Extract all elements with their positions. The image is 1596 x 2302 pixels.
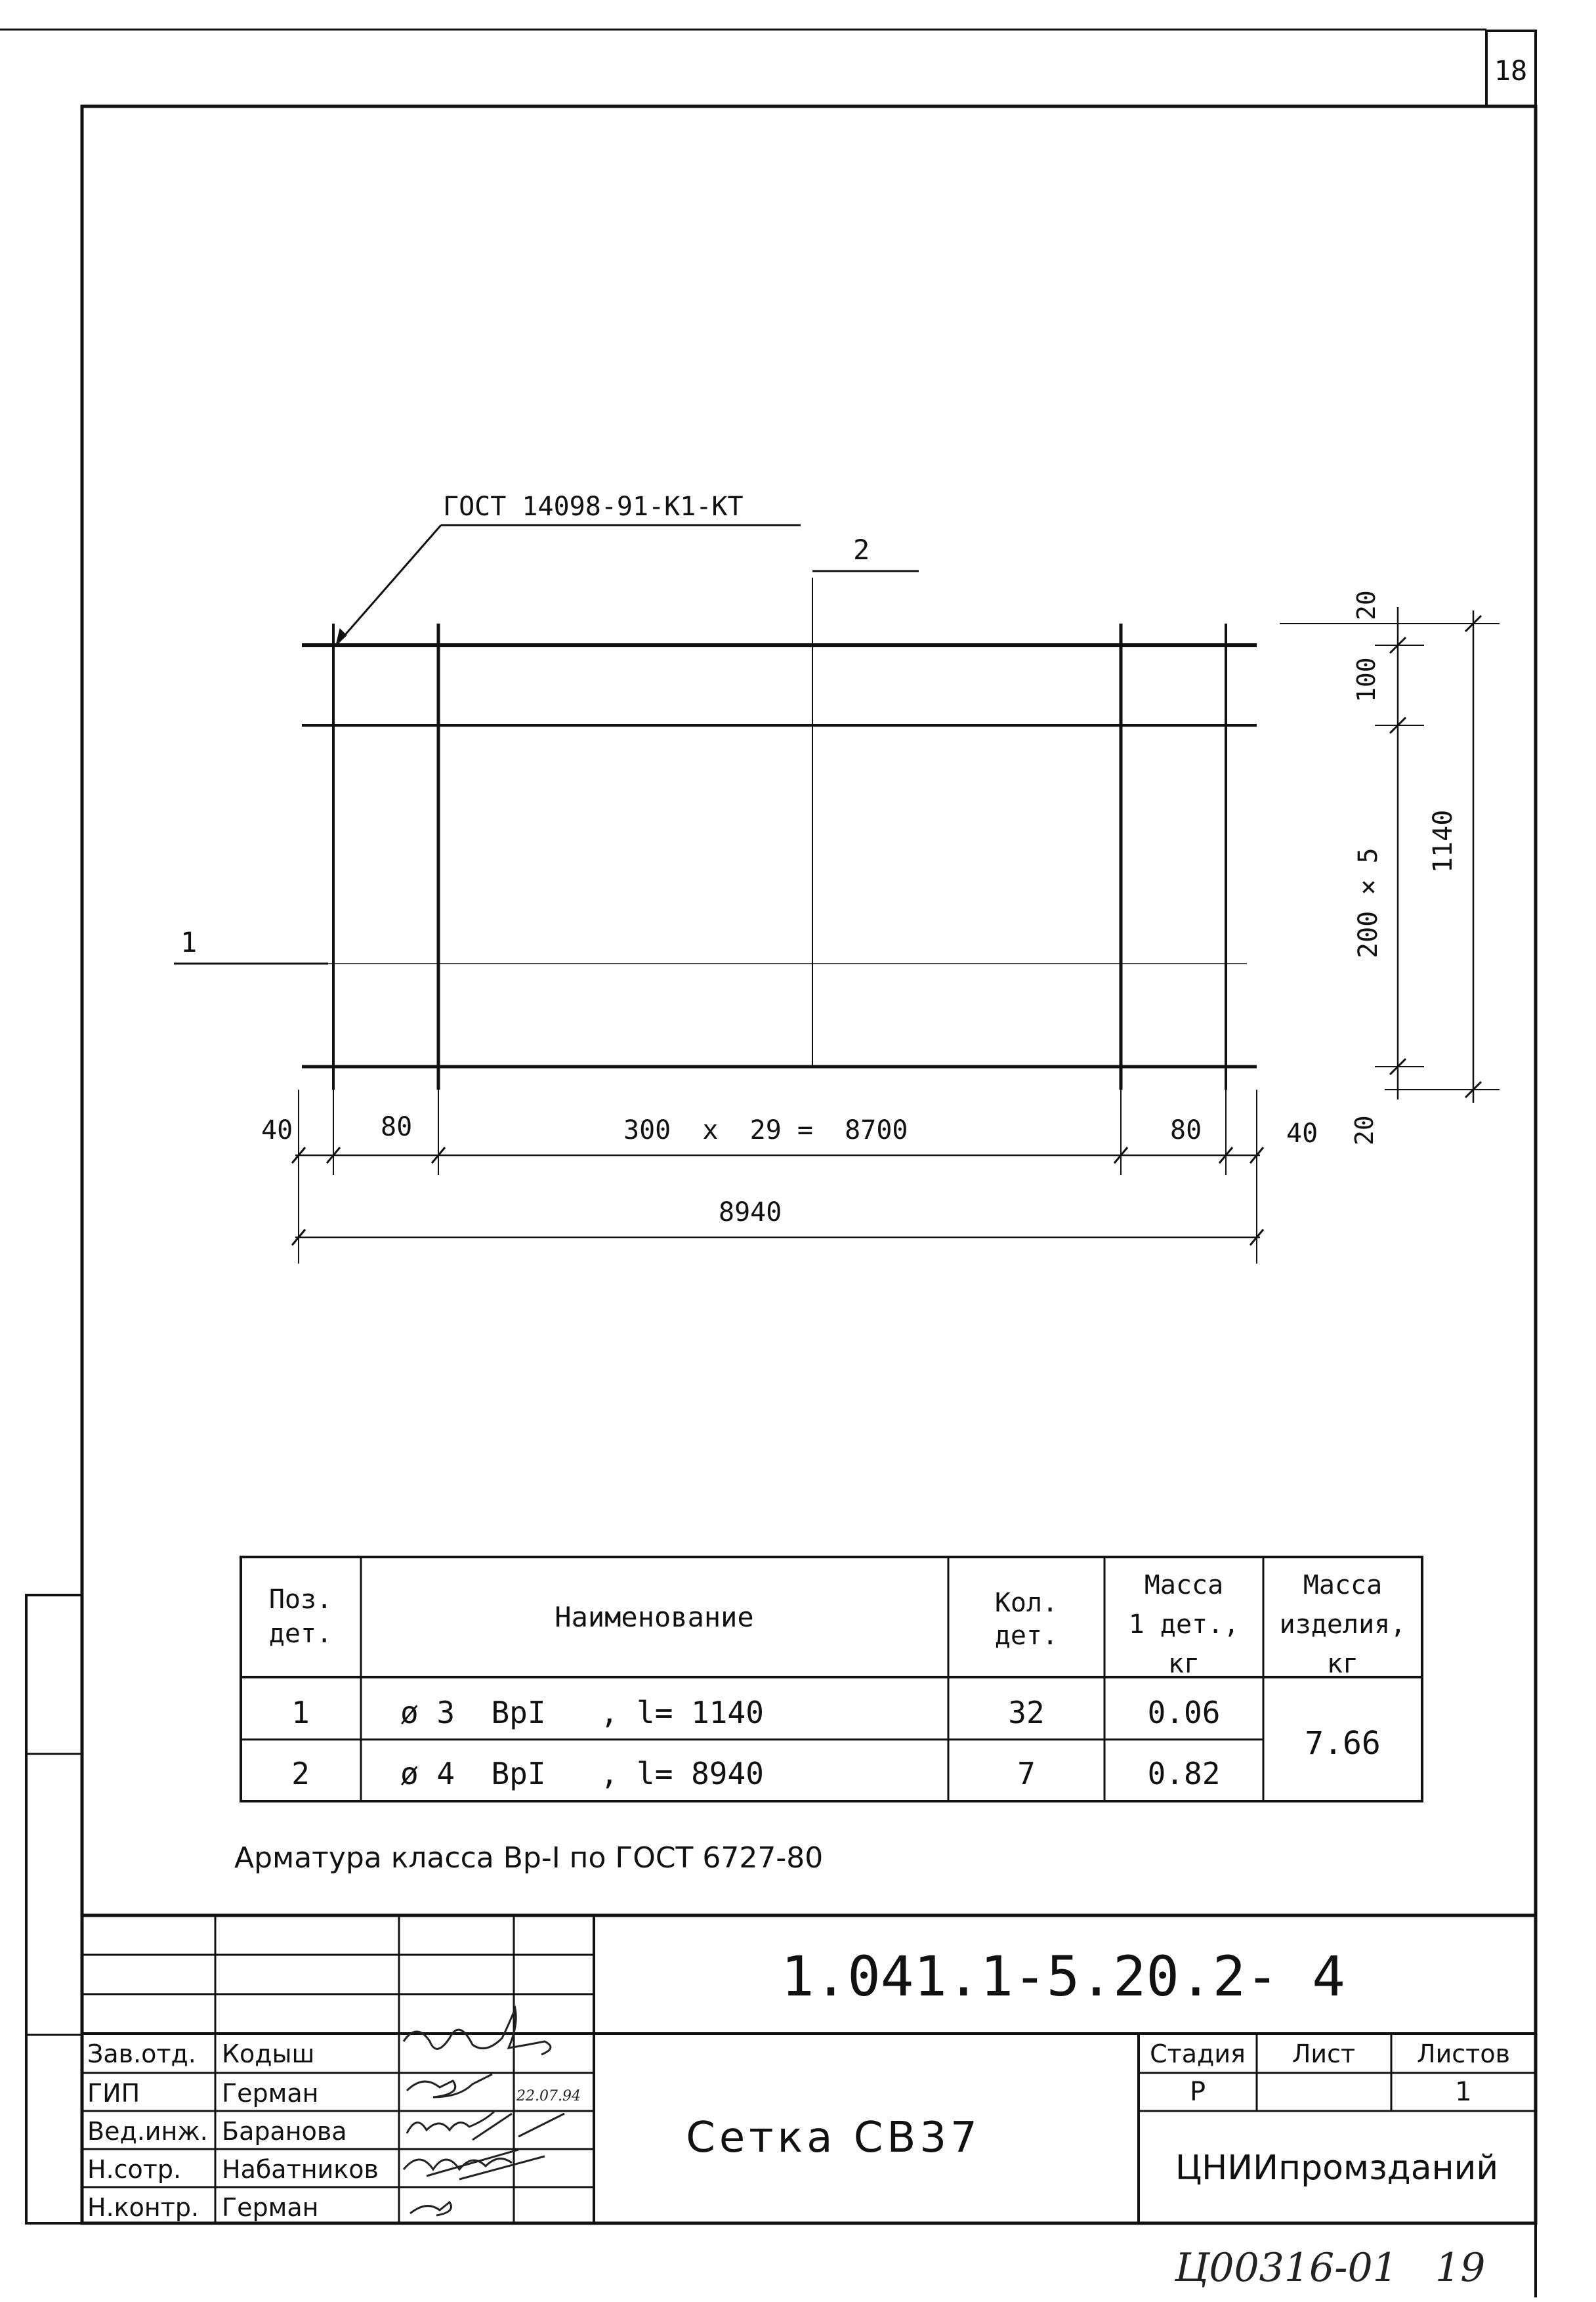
- dim-left-edge: 40: [261, 1115, 293, 1145]
- organization-name: ЦНИИпромзданий: [1175, 2148, 1499, 2188]
- signer-role: Вед.инж.: [87, 2117, 208, 2146]
- position-2-label: 2: [853, 534, 870, 566]
- signer-name: Герман: [222, 2193, 319, 2222]
- signature-kodysh: [404, 2009, 551, 2055]
- table-row: [291, 1695, 1220, 1730]
- header-qty-line2: дет.: [994, 1621, 1059, 1651]
- signature-german-2: [410, 2202, 452, 2215]
- sheet-top-number: 18: [1494, 54, 1528, 87]
- sheet-label: Лист: [1292, 2039, 1356, 2068]
- drawing-title: Сетка СВ37: [686, 2114, 981, 2162]
- row1-qty: 32: [1008, 1695, 1045, 1730]
- reinforcement-note: Арматура класса Вр-I по ГОСТ 6727-80: [234, 1841, 824, 1875]
- archive-stamp: Ц00316-01 19: [1175, 2245, 1486, 2291]
- header-mass-total-line3: кг: [1326, 1649, 1359, 1679]
- dim-200x5: 200 × 5: [1353, 847, 1383, 958]
- sheets-label: Листов: [1417, 2039, 1510, 2068]
- row2-name: ø 4 ВрI , l= 8940: [400, 1756, 764, 1791]
- dim-1140: 1140: [1428, 809, 1458, 873]
- header-pos-line2: дет.: [268, 1619, 333, 1649]
- signature-german-1: [407, 2074, 492, 2097]
- stage-value: Р: [1189, 2077, 1206, 2107]
- position-1-label: 1: [180, 926, 198, 958]
- signer-name: Набатников: [222, 2155, 379, 2184]
- mesh-drawing: [174, 525, 1500, 1264]
- row1-name: ø 3 ВрI , l= 1140: [400, 1695, 764, 1730]
- signature-baranova: [407, 2110, 564, 2140]
- header-mass-total-line2: изделия,: [1279, 1609, 1406, 1640]
- table-row: [291, 1756, 1220, 1791]
- row1-pos: 1: [291, 1695, 310, 1730]
- dim-bottom-20: 20: [1350, 1115, 1379, 1145]
- signer-role: ГИП: [87, 2079, 140, 2108]
- signer-date: 22.07.94: [516, 2088, 581, 2104]
- header-name: Наименование: [555, 1601, 754, 1633]
- signer-role: Зав.отд.: [87, 2039, 196, 2068]
- total-mass: 7.66: [1305, 1725, 1381, 1762]
- dim-right-80: 80: [1170, 1115, 1202, 1145]
- stage-label: Стадия: [1150, 2039, 1246, 2068]
- signer-role: Н.контр.: [87, 2193, 200, 2222]
- signers-list: [87, 2039, 581, 2222]
- dim-middle: 300 x 29 = 8700: [623, 1115, 908, 1145]
- signature-nabatnikov: [404, 2150, 545, 2179]
- row2-pos: 2: [291, 1756, 310, 1791]
- dim-left-80: 80: [381, 1112, 413, 1142]
- header-qty-line1: Кол.: [994, 1588, 1059, 1618]
- header-mass1-line3: кг: [1167, 1649, 1200, 1679]
- row2-qty: 7: [1017, 1756, 1036, 1791]
- signer-name: Герман: [222, 2079, 319, 2108]
- header-mass1-line2: 1 дет.,: [1128, 1609, 1240, 1640]
- signer-name: Кодыш: [222, 2039, 315, 2068]
- dim-top-20: 20: [1352, 590, 1381, 620]
- row2-mass: 0.82: [1147, 1756, 1221, 1791]
- document-code: 1.041.1-5.20.2- 4: [781, 1944, 1345, 2009]
- row1-mass: 0.06: [1147, 1695, 1221, 1730]
- signer-name: Баранова: [222, 2117, 347, 2146]
- gost-weld-label: ГОСТ 14098-91-К1-КТ: [443, 492, 744, 522]
- dim-100: 100: [1352, 657, 1381, 702]
- spec-table-header: [269, 1570, 1406, 1679]
- header-pos-line1: Поз.: [268, 1585, 333, 1615]
- header-mass-total-line1: Масса: [1303, 1570, 1383, 1600]
- dim-right-edge: 40: [1286, 1119, 1318, 1149]
- signer-role: Н.сотр.: [87, 2155, 182, 2184]
- dim-total: 8940: [719, 1197, 782, 1227]
- sheets-value: 1: [1455, 2077, 1472, 2107]
- header-mass1-line1: Масса: [1144, 1570, 1224, 1600]
